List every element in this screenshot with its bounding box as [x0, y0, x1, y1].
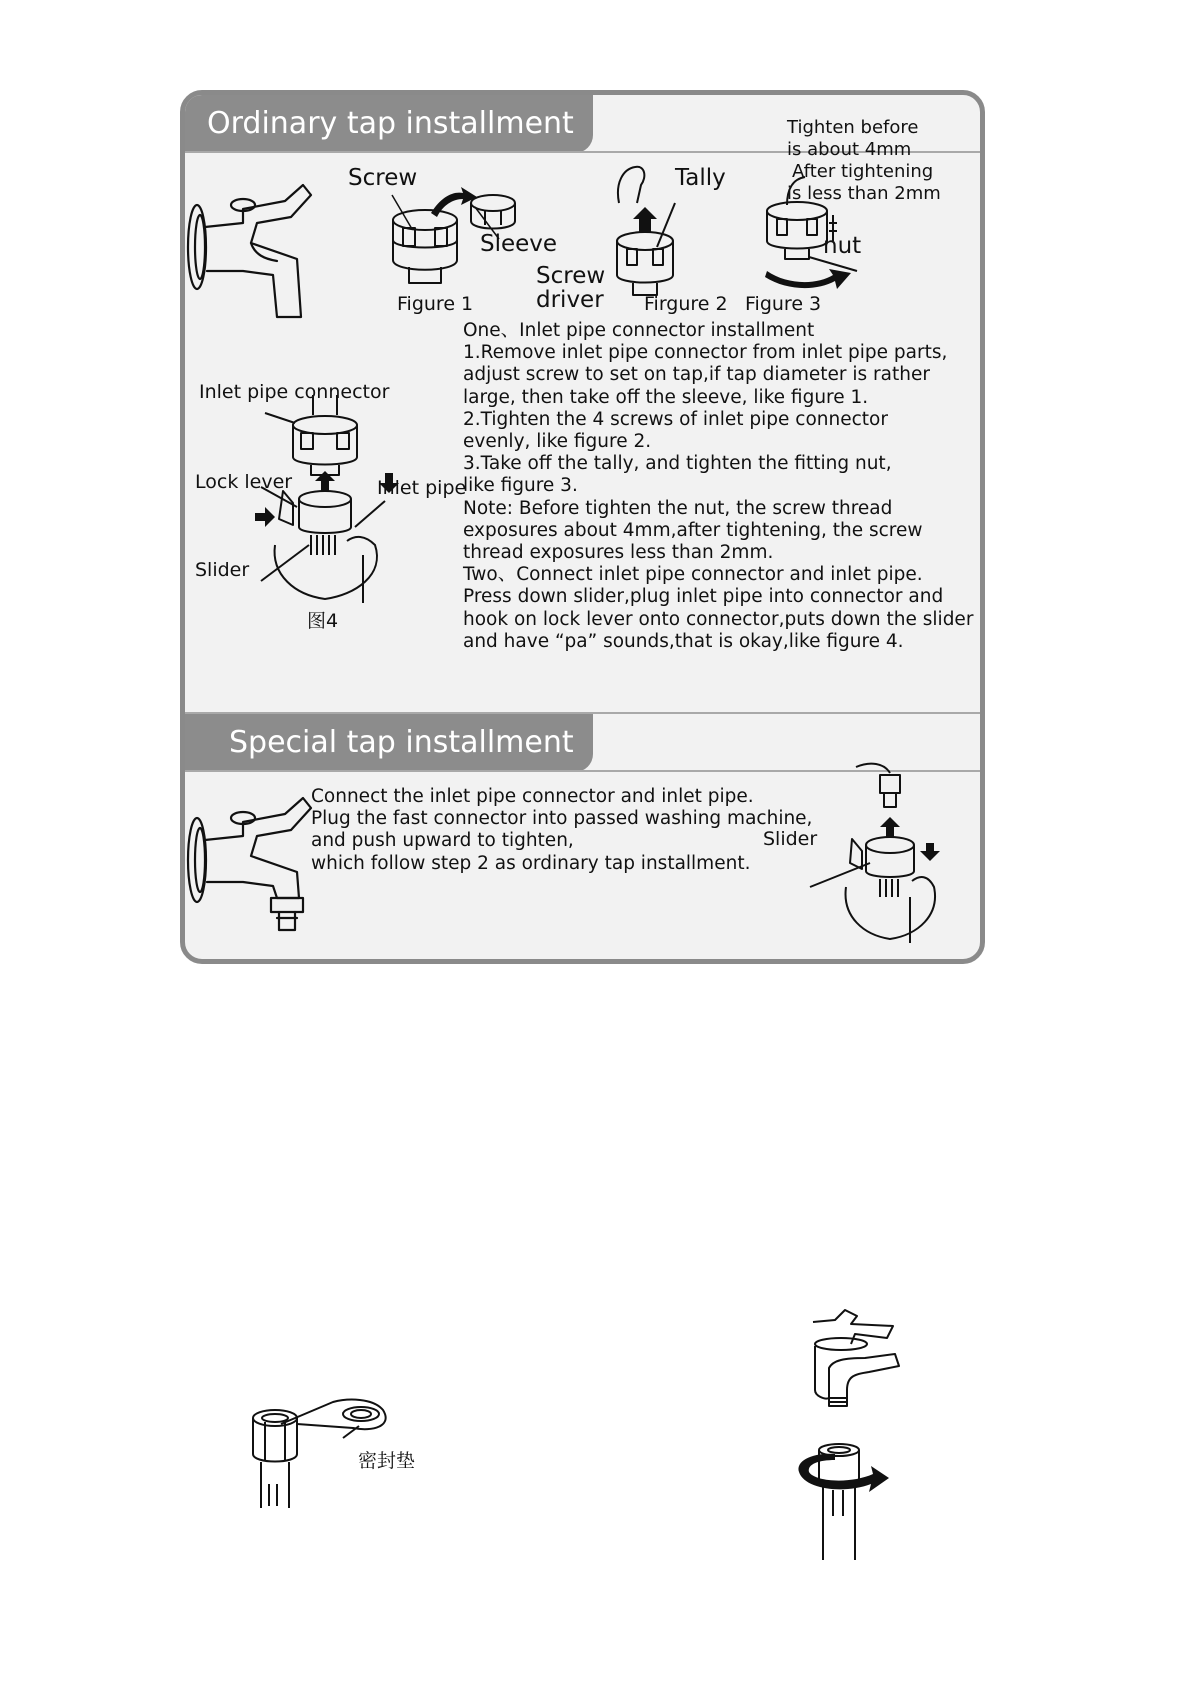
instruction-line: exposures about 4mm,after tightening, the screw — [463, 519, 923, 541]
instruction-line: Plug the fast connector into passed washing machine, — [311, 808, 813, 830]
ordinary-tap-header: Ordinary tap installment — [185, 95, 593, 153]
screw-leader — [390, 193, 420, 233]
label-figure4: 图4 — [307, 610, 339, 632]
instruction-line: like figure 3. — [463, 475, 578, 497]
label-lock-lever: Lock lever — [195, 471, 293, 493]
label-tally: Tally — [675, 165, 726, 191]
label-screw-driver-2: driver — [536, 287, 604, 313]
label-figure3: Figure 3 — [745, 293, 822, 315]
instruction-line: thread exposures less than 2mm. — [463, 542, 774, 563]
instruction-line: and push upward to tighten, — [311, 830, 574, 852]
label-sleeve: Sleeve — [480, 231, 558, 257]
label-figure2: Firgure 2 — [644, 293, 728, 315]
label-inlet-pipe-connector: Inlet pipe connector — [199, 381, 390, 403]
tap-hose-connection-illustration — [785, 1310, 925, 1560]
label-screw: Screw — [348, 165, 418, 191]
label-tighten-1: Tighten before — [787, 117, 919, 138]
instruction-line: One、Inlet pipe connector installment — [463, 320, 815, 341]
installation-panel — [180, 90, 985, 964]
instruction-line: 1.Remove inlet pipe connector from inlet pipe parts, — [463, 342, 948, 364]
label-tighten-2: is about 4mm — [787, 139, 912, 160]
label-gasket: 密封垫 — [358, 1450, 416, 1472]
label-slider: Slider — [195, 559, 250, 581]
instruction-line: hook on lock lever onto connector,puts down the slider — [463, 608, 974, 630]
special-tap-header: Special tap installment — [185, 714, 593, 772]
label-screw-driver-1: Screw — [536, 263, 606, 289]
wall-tap-illustration — [185, 175, 315, 325]
label-figure1: Figure 1 — [397, 293, 474, 315]
instruction-line: Two、Connect inlet pipe connector and inlet pipe. — [463, 564, 923, 586]
instruction-line: Note: Before tighten the nut, the screw thread — [463, 497, 893, 519]
instruction-line: 2.Tighten the 4 screws of inlet pipe connector — [463, 408, 888, 430]
instruction-line: adjust screw to set on tap,if tap diameter is rather — [463, 364, 930, 386]
instruction-line: which follow step 2 as ordinary tap installment. — [311, 852, 751, 874]
label-tighten-4: is less than 2mm — [787, 183, 941, 204]
special-tap-illustration — [185, 790, 325, 940]
instruction-line: Press down slider,plug inlet pipe into connector and — [463, 586, 944, 608]
instruction-line: large, then take off the sleeve, like figure 1. — [463, 386, 869, 408]
fast-connector-illustration — [840, 747, 960, 947]
instruction-line: Connect the inlet pipe connector and inlet pipe. — [311, 786, 754, 807]
label-nut: nut — [823, 233, 862, 259]
sleeve-leader — [473, 205, 503, 245]
label-tighten-3: After tightening — [792, 161, 934, 182]
figure4-illustration — [235, 395, 435, 605]
instruction-line: 3.Take off the tally, and tighten the fitting nut, — [463, 453, 892, 475]
instruction-line: and have “pa” sounds,that is okay,like figure 4. — [463, 630, 904, 652]
label-inlet-pipe: Inlet pipe — [377, 477, 467, 499]
label-slider-special: Slider — [763, 828, 818, 850]
instruction-line: evenly, like figure 2. — [463, 431, 652, 452]
